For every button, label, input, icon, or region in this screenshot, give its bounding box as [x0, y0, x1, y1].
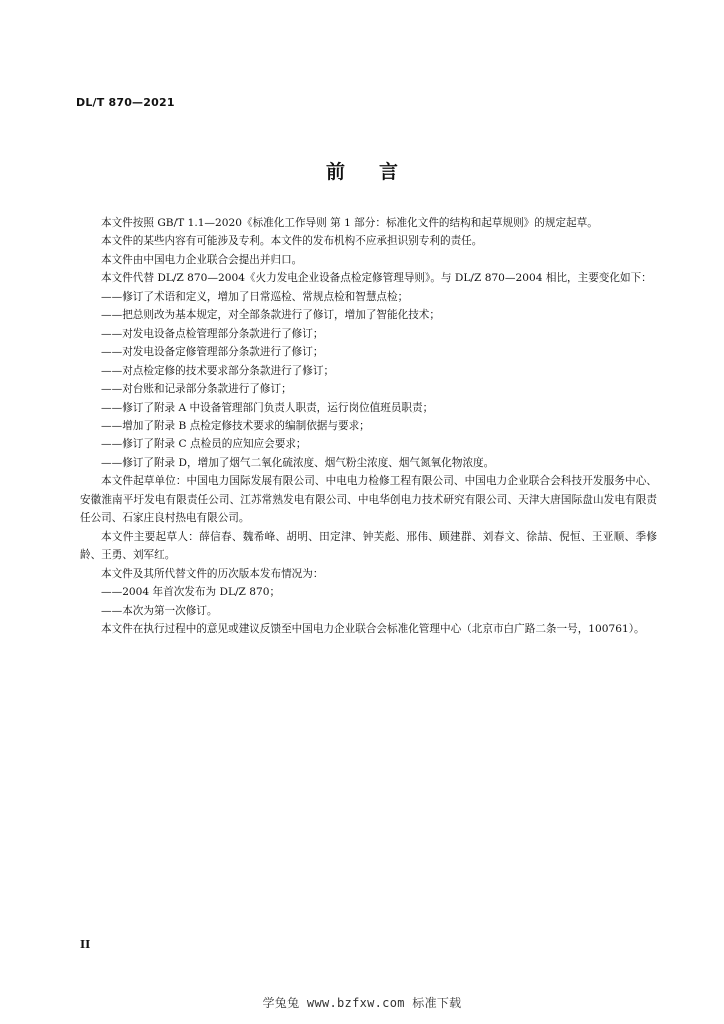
list-item: ——把总则改为基本规定，对全部条款进行了修订，增加了智能化技术； — [101, 309, 440, 322]
list-item: ——修订了附录 D，增加了烟气二氧化硫浓度、烟气粉尘浓度、烟气氮氧化物浓度。 — [101, 456, 495, 469]
list-item: ——修订了术语和定义，增加了日常巡检、常规点检和智慧点检； — [101, 290, 409, 303]
list-item: ——增加了附录 B 点检定修技术要求的编制依据与要求； — [101, 419, 370, 432]
page-title: 前言 — [325, 161, 432, 183]
list-item: ——修订了附录 A 中设备管理部门负责人职责，运行岗位值班员职责； — [101, 401, 434, 414]
list-item: ——对台账和记录部分条款进行了修订； — [101, 383, 292, 396]
changes-list — [80, 288, 657, 473]
paragraph-history-intro: 本文件及其所代替文件的历次版本发布情况为： — [101, 567, 324, 580]
list-item: ——对发电设备点检管理部分条款进行了修订； — [101, 327, 324, 340]
history-list — [80, 583, 657, 620]
paragraph-drafting-basis: 本文件按照 GB/T 1.1—2020《标准化工作导则 第 1 部分：标准化文件的结构和起草规则》的规定起草。 — [101, 217, 598, 229]
list-item: ——本次为第一次修订。 — [101, 604, 218, 617]
list-item: ——修订了附录 C 点检员的应知应会要求； — [101, 438, 307, 451]
list-item: ——对发电设备定修管理部分条款进行了修订； — [101, 346, 324, 359]
list-item: ——对点检定修的技术要求部分条款进行了修订； — [101, 364, 335, 377]
page-number: II — [80, 938, 91, 951]
paragraph-patent-notice: 本文件的某些内容有可能涉及专利。本文件的发布机构不应承担识别专利的责任。 — [101, 235, 483, 248]
list-item: ——2004 年首次发布为 DL/Z 870； — [101, 586, 281, 599]
document-code: DL/T 870—2021 — [76, 96, 175, 109]
paragraph-feedback: 本文件在执行过程中的意见或建议反馈至中国电力企业联合会标准化管理中心（北京市白广路二条一号，100761）。 — [101, 622, 645, 635]
watermark: 学兔兔 www.bzfxw.com 标准下载 — [262, 996, 462, 1010]
paragraph-drafting-units: 本文件起草单位：中国电力国际发展有限公司、中电电力检修工程有限公司、中国电力企业联合会科技开发服务中心、安徽淮南平圩发电有限责任公司、江苏常熟发电有限公司、中电华创电力技术研究有限公司、天津大唐国际盘山发电有限责任公司、石家庄良村热电有限公司。 — [80, 475, 657, 525]
paragraph-drafters: 本文件主要起草人：薛信春、魏希峰、胡明、田定津、钟芙彪、邢伟、顾建群、刘春文、徐喆、倪恒、王亚顺、季修龄、王勇、刘军红。 — [80, 530, 657, 562]
preface-body — [80, 214, 657, 638]
paragraph-proposer: 本文件由中国电力企业联合会提出并归口。 — [101, 253, 303, 266]
paragraph-replacement: 本文件代替 DL/Z 870—2004《火力发电企业设备点检定修管理导则》。与 DL/Z 870—2004 相比，主要变化如下： — [101, 272, 652, 285]
